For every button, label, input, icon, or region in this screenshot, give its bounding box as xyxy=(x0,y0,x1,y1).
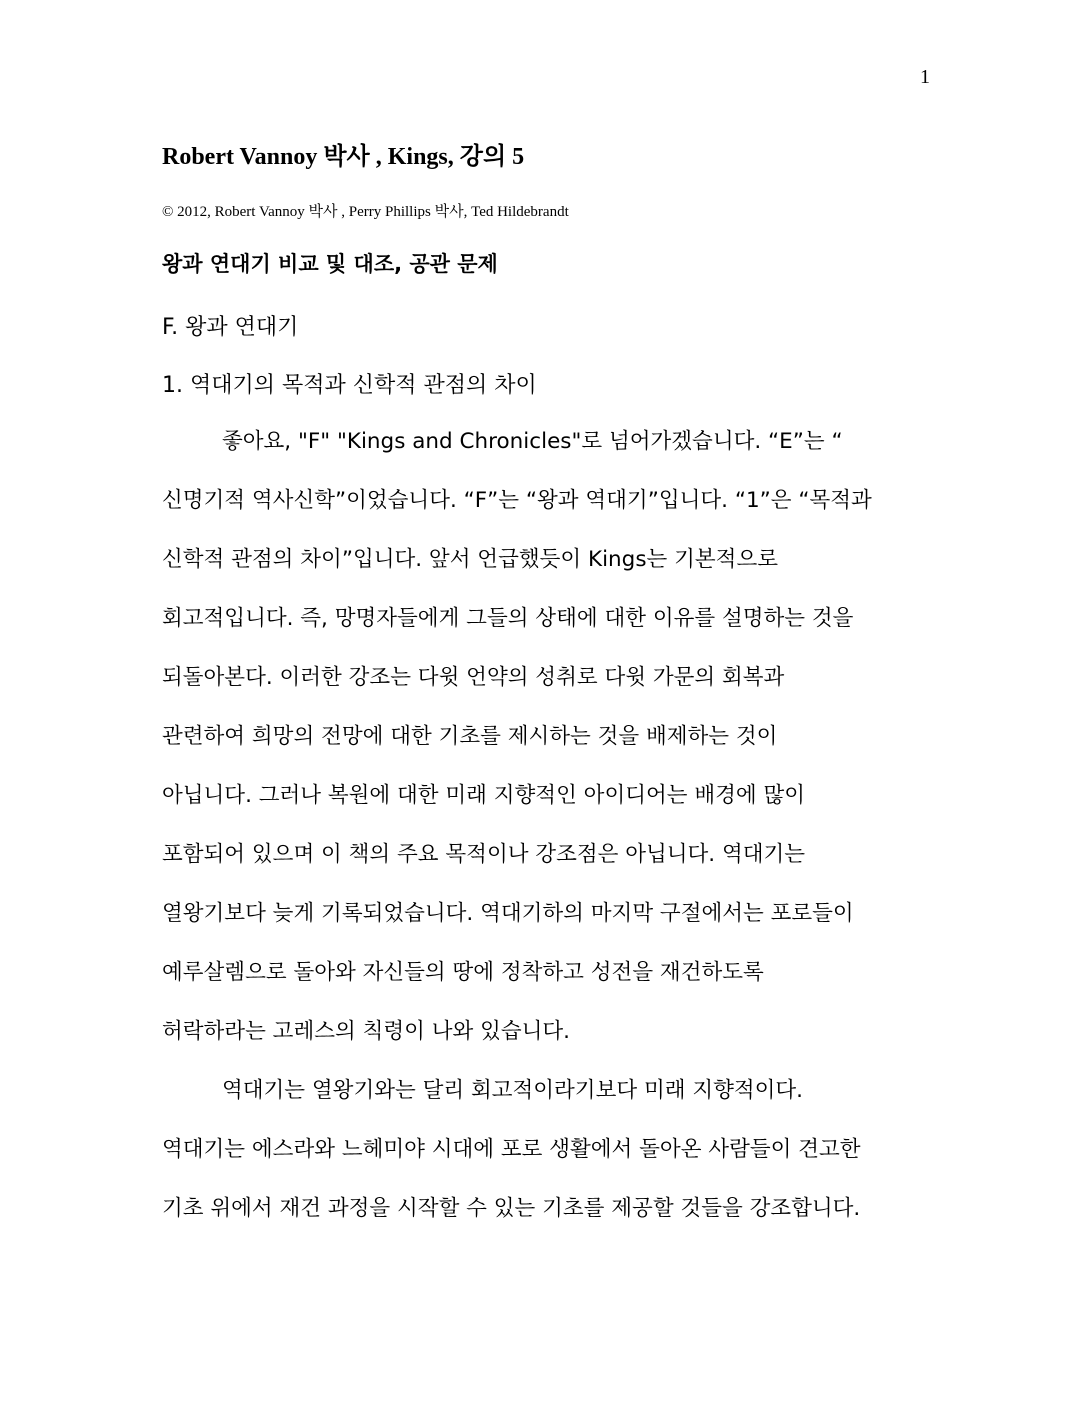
paragraph-line: 허락하라는 고레스의 칙령이 나와 있습니다. xyxy=(162,1019,571,1044)
paragraph-line: 열왕기보다 늦게 기록되었습니다. 역대기하의 마지막 구절에서는 포로들이 xyxy=(162,901,854,926)
paragraph-line: 신학적 관점의 차이”입니다. 앞서 언급했듯이 Kings는 기본적으로 xyxy=(162,547,778,572)
lecture-subtitle: 왕과 연대기 비교 및 대조, 공관 문제 xyxy=(162,252,498,276)
section-heading: F. 왕과 연대기 xyxy=(162,315,299,340)
paragraph-line: 아닙니다. 그러나 복원에 대한 미래 지향적인 아이디어는 배경에 많이 xyxy=(162,783,806,808)
paragraph-line: 회고적입니다. 즉, 망명자들에게 그들의 상태에 대한 이유를 설명하는 것을 xyxy=(162,606,854,631)
paragraph-line: 역대기는 에스라와 느헤미야 시대에 포로 생활에서 돌아온 사람들이 견고한 xyxy=(162,1137,861,1162)
page-number: 1 xyxy=(920,66,930,88)
paragraph-line: 관련하여 희망의 전망에 대한 기초를 제시하는 것을 배제하는 것이 xyxy=(162,724,778,749)
document-title: Robert Vannoy 박사 , Kings, 강의 5 xyxy=(162,144,525,170)
paragraph-line: 기초 위에서 재건 과정을 시작할 수 있는 기초를 제공할 것들을 강조합니다. xyxy=(162,1196,861,1221)
body-text xyxy=(162,425,942,1251)
paragraph-line: 포함되어 있으며 이 책의 주요 목적이나 강조점은 아닙니다. 역대기는 xyxy=(162,842,806,867)
paragraph-line: 예루살렘으로 돌아와 자신들의 땅에 정착하고 성전을 재건하도록 xyxy=(162,960,764,985)
subsection-heading: 1. 역대기의 목적과 신학적 관점의 차이 xyxy=(162,373,537,398)
copyright-line: © 2012, Robert Vannoy 박사 , Perry Phillips 박사, Ted Hildebrandt xyxy=(162,204,569,220)
paragraph-line: 되돌아본다. 이러한 강조는 다윗 언약의 성취로 다윗 가문의 회복과 xyxy=(162,665,785,690)
paragraph-line: 좋아요, "F" "Kings and Chronicles"로 넘어가겠습니다. “E”는 “ xyxy=(222,429,843,454)
paragraph-line: 역대기는 열왕기와는 달리 회고적이라기보다 미래 지향적이다. xyxy=(222,1078,804,1103)
paragraph-line: 신명기적 역사신학”이었습니다. “F”는 “왕과 역대기”입니다. “1”은 “목적과 xyxy=(162,488,872,513)
